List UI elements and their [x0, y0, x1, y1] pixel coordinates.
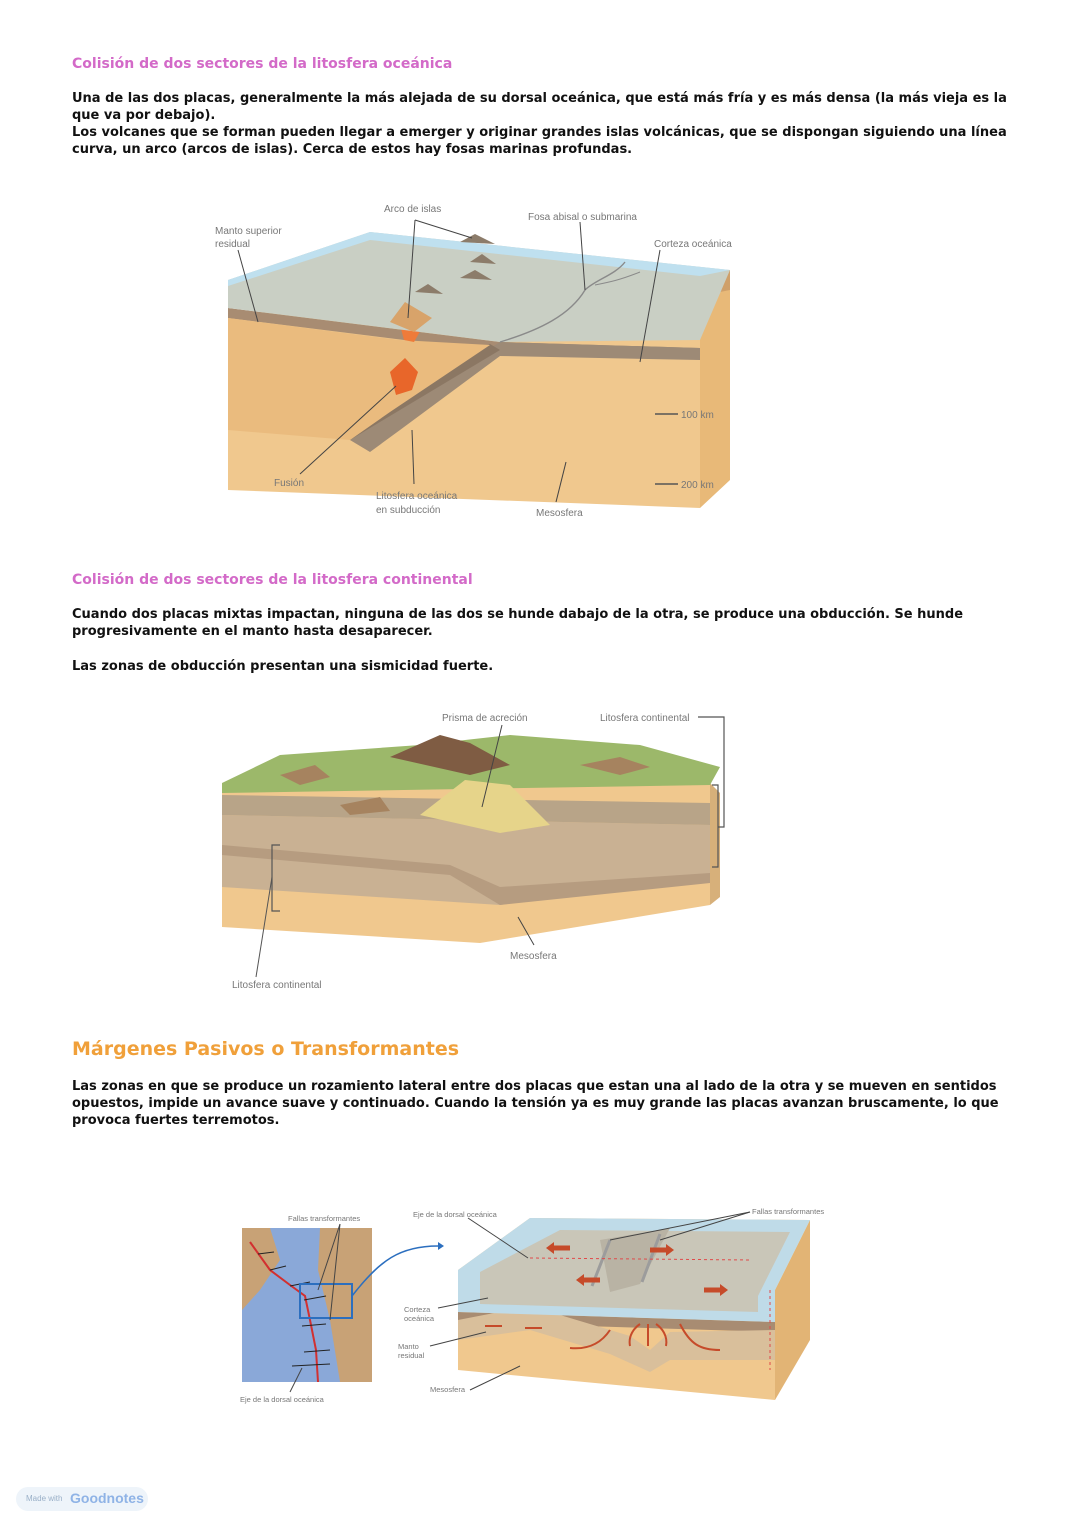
- continental-collision-diagram: [220, 705, 740, 997]
- badge-brand: Goodnotes: [70, 1490, 144, 1506]
- label-eje-block: Eje de la dorsal oceánica: [413, 1210, 497, 1219]
- paragraph-continental-1: Cuando dos placas mixtas impactan, ninguna de las dos se hunde dabajo de la otra, se produce una obducción. Se hunde progresivamente en el manto hasta desaparecer.: [72, 607, 964, 639]
- paragraph-continental-2: Las zonas de obducción presentan una sismicidad fuerte.: [72, 659, 494, 674]
- label-fallas-block: Fallas transformantes: [752, 1207, 825, 1216]
- goodnotes-badge: [16, 1487, 148, 1511]
- heading-continental-collision: Colisión de dos sectores de la litosfera continental: [72, 572, 473, 588]
- label-residual: residual: [398, 1351, 425, 1360]
- heading-oceanic-collision: Colisión de dos sectores de la litosfera oceánica: [72, 56, 453, 72]
- label-eje-map: Eje de la dorsal oceánica: [240, 1395, 324, 1404]
- label-mesosfera: Mesosfera: [536, 508, 583, 519]
- heading-passive-margins: Márgenes Pasivos o Transformantes: [72, 1038, 460, 1060]
- label-litosfera: Litosfera oceánica: [376, 491, 458, 502]
- oceanic-subduction-diagram: [200, 190, 760, 525]
- label-corteza: Corteza oceánica: [654, 239, 732, 250]
- label-subduccion: en subducción: [376, 505, 441, 516]
- label-fusion: Fusión: [274, 478, 305, 489]
- paragraph-oceanic-1: Una de las dos placas, generalmente la más alejada de su dorsal oceánica, que está más fría y es más densa (la más vieja es la que va por debajo).: [72, 91, 1007, 123]
- paragraph-passive-margins: Las zonas en que se produce un rozamiento lateral entre dos placas que estan una al lado de la otra y se mueven en sentidos opuestos, impide un avance suave y continuado. Cuando la tensión ya es muy grande las placas avanzan bruscamente, lo que provoca fuertes terremotos.: [72, 1079, 999, 1128]
- label-200km: 200 km: [681, 480, 714, 491]
- label-fosa: Fosa abisal o submarina: [528, 212, 637, 223]
- label-arco-islas: Arco de islas: [384, 204, 442, 215]
- label-mesosfera: Mesosfera: [510, 951, 557, 962]
- label-corteza: Corteza: [404, 1305, 431, 1314]
- label-litosfera-top: Litosfera continental: [600, 713, 690, 724]
- label-prisma: Prisma de acreción: [442, 713, 528, 724]
- label-manto: Manto superior: [215, 226, 282, 237]
- label-litosfera-bottom: Litosfera continental: [232, 980, 322, 991]
- label-100km: 100 km: [681, 410, 714, 421]
- label-residual: residual: [215, 239, 251, 250]
- label-oceanica: oceánica: [404, 1314, 435, 1323]
- label-fallas-map: Fallas transformantes: [288, 1214, 361, 1223]
- transform-faults-diagram: [230, 1200, 850, 1412]
- label-manto: Manto: [398, 1342, 419, 1351]
- label-mesosfera: Mesosfera: [430, 1385, 466, 1394]
- paragraph-oceanic-2: Los volcanes que se forman pueden llegar a emerger y originar grandes islas volcánicas, que se dispongan siguiendo una línea curva, un arco (arcos de islas). Cerca de estos hay fosas marinas profundas.: [72, 125, 1007, 157]
- badge-made-with: Made with: [26, 1494, 63, 1503]
